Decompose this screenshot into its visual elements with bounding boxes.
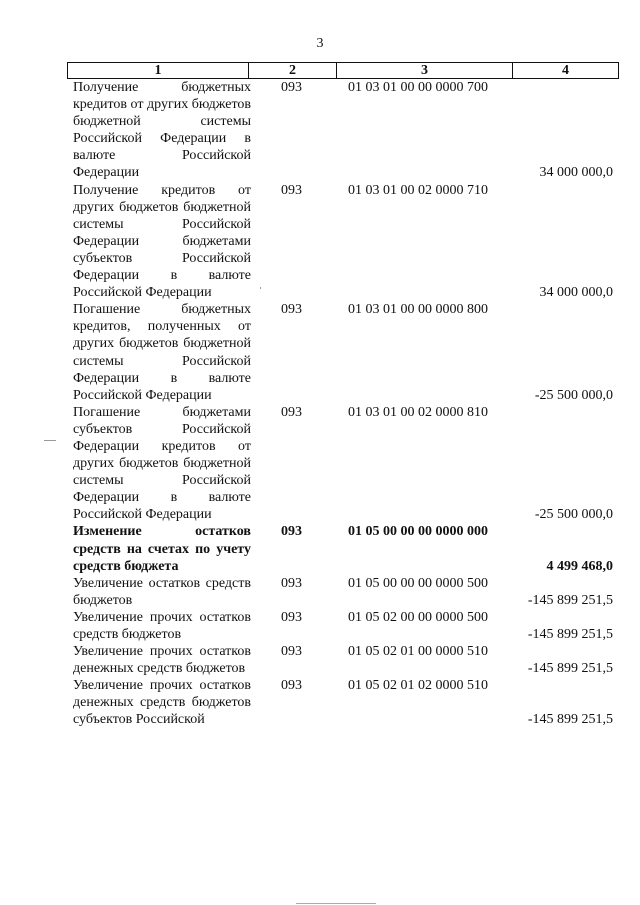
- row-classification-code: 01 03 01 00 00 0000 800: [348, 302, 488, 318]
- row-amount: -25 500 000,0: [534, 507, 613, 523]
- scan-speck: [260, 287, 261, 289]
- header-col-3: 3: [421, 63, 428, 78]
- row-classification-code: 01 05 02 01 00 0000 510: [348, 644, 488, 660]
- header-col-1: 1: [154, 63, 162, 78]
- row-amount: 4 499 468,0: [546, 558, 613, 574]
- row-amount: -145 899 251,5: [527, 661, 613, 677]
- table-row: [67, 575, 619, 609]
- row-amount: -145 899 251,5: [527, 627, 613, 642]
- row-classification-code: 01 05 02 00 00 0000 500: [348, 609, 488, 625]
- table-row: [67, 79, 619, 182]
- row-admin-code: 093: [281, 404, 302, 420]
- row-admin-code: 093: [281, 302, 302, 318]
- row-classification-code: 01 03 01 00 00 0000 700: [348, 80, 488, 95]
- row-admin-code: 093: [281, 644, 302, 660]
- row-name: Увеличение прочих остатков денежных средств бюджетов субъектов Российской: [73, 678, 251, 728]
- table-header: [67, 62, 619, 79]
- row-classification-code: 01 05 02 01 02 0000 510: [348, 678, 488, 694]
- table-body: [67, 79, 619, 729]
- table-row: [67, 404, 619, 524]
- row-classification-code: 01 03 01 00 02 0000 810: [348, 404, 488, 420]
- row-name: Увеличение прочих остатков средств бюджетов: [73, 609, 251, 642]
- row-amount: 34 000 000,0: [539, 285, 613, 301]
- table-row: [67, 182, 619, 302]
- header-col-2: 2: [289, 63, 296, 78]
- row-name: Получение бюджетных кредитов от других бюджетов бюджетной системы Российской Федерации в валюте Российской Федерации: [73, 80, 251, 181]
- row-admin-code: 093: [281, 182, 302, 198]
- row-admin-code: 093: [281, 609, 302, 625]
- table-row: [67, 523, 619, 574]
- row-amount: -145 899 251,5: [527, 592, 613, 608]
- row-amount: -145 899 251,5: [527, 712, 613, 728]
- table-row: [67, 677, 619, 728]
- row-admin-code: 093: [281, 575, 302, 591]
- page-number: 3: [316, 36, 324, 51]
- row-name: Получение кредитов от других бюджетов бюджетной системы Российской Федерации бюджетами субъектов Российской Федерации в валюте Российской Федерации: [73, 182, 251, 301]
- row-admin-code: 093: [281, 678, 302, 694]
- header-col-4: 4: [562, 63, 569, 78]
- row-classification-code: 01 05 00 00 00 0000 500: [348, 575, 488, 591]
- row-name: Погашение бюджетами субъектов Российской Федерации кредитов от других бюджетов бюджетной системы Российской Федерации в валюте Российской Федерации: [73, 404, 251, 523]
- row-amount: -25 500 000,0: [534, 387, 613, 403]
- scan-speck: [44, 440, 56, 441]
- row-name: Изменение остатков средств на счетах по учету средств бюджета: [73, 524, 251, 574]
- row-name: Увеличение остатков средств бюджетов: [73, 575, 251, 608]
- table-row: [67, 301, 619, 404]
- row-admin-code: 093: [281, 524, 302, 540]
- row-name: Погашение бюджетных кредитов, полученных от других бюджетов бюджетной системы Российской Федерации в валюте Российской Федерации: [73, 302, 251, 403]
- row-classification-code: 01 05 00 00 00 0000 000: [348, 524, 488, 540]
- row-classification-code: 01 03 01 00 02 0000 710: [348, 182, 488, 198]
- table-row: [67, 643, 619, 677]
- row-admin-code: 093: [281, 80, 302, 95]
- scan-speck: [296, 903, 376, 904]
- row-name: Увеличение прочих остатков денежных средств бюджетов: [73, 644, 251, 677]
- sources-table: [67, 62, 619, 729]
- table-row: [67, 609, 619, 643]
- row-amount: 34 000 000,0: [539, 165, 613, 181]
